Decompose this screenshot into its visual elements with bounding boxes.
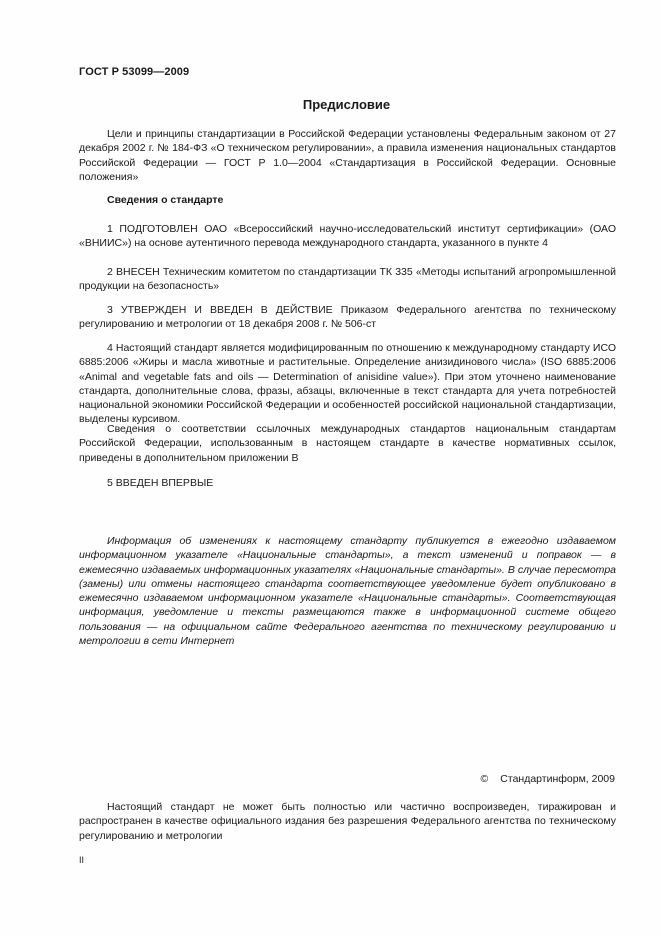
page-number: II — [79, 855, 85, 865]
info-notice-paragraph: Информация об изменениях к настоящему стандарту публикуется в ежегодно издаваемом информационном указателе «Национальные стандарты», а текст изменений и поправок — в ежемесячно издаваемых информационных указателях «Национальные стандарты». В случае пересмотра (замены) или отмены настоящего стандарта соответствующее уведомление будет опубликовано в ежемесячно издаваемом информационном указателе «Национальные стандарты». Соответствующая информация, уведомление и тексты размещаются также в информационной системе общего пользования — на официальном сайте Федерального агентства по техническому регулированию и метрологии в сети Интернет — [79, 535, 616, 648]
reproduction-notice-paragraph: Настоящий стандарт не может быть полностью или частично воспроизведен, тиражирован и распространен в качестве официального издания без разрешения Федерального агентства по техническому регулированию и метрологии — [79, 801, 616, 842]
item-1-paragraph: 1 ПОДГОТОВЛЕН ОАО «Всероссийский научно-исследовательский институт сертификации» (ОАО «ВНИИС») на основе аутентичного перевода международного стандарта, указанного в пункте 4 — [79, 223, 616, 250]
document-header: ГОСТ Р 53099—2009 — [79, 66, 190, 78]
copyright-symbol: © — [480, 773, 489, 785]
section-subheading: Сведения о стандарте — [107, 194, 224, 206]
item-2-paragraph: 2 ВНЕСЕН Техническим комитетом по стандартизации ТК 335 «Методы испытаний агропромышленной продукции на безопасность» — [79, 266, 616, 293]
copyright-line — [481, 773, 615, 785]
item-3-paragraph: 3 УТВЕРЖДЕН И ВВЕДЕН В ДЕЙСТВИЕ Приказом Федерального агентства по техническому регулированию и метрологии от 18 декабря 2008 г. № 506-ст — [79, 304, 616, 331]
copyright-text: Стандартинформ, 2009 — [500, 773, 615, 785]
page-title: Предисловие — [302, 97, 391, 112]
item-4-paragraph: 4 Настоящий стандарт является модифицированным по отношению к международному стандарту ИСО 6885:2006 «Жиры и масла животные и растительные. Определение анизидинового числа» (ISO 6885:2006 «Animal and vegetable fats and oils — Determination of anisidine value»). При этом уточнено наименование стандарта, дополнительные слова, фразы, абзацы, включенные в текст стандарта для учета потребностей национальной экономики Российской Федерации и особенностей российской национальной стандартизации, выделены курсивом. — [79, 342, 616, 426]
intro-paragraph: Цели и принципы стандартизации в Российской Федерации установлены Федеральным законом от 27 декабря 2002 г. № 184-ФЗ «О техническом регулировании», а правила изменения национальных стандартов Российской Федерации — ГОСТ Р 1.0—2004 «Стандартизация в Российской Федерации. Основные положения» — [79, 128, 616, 183]
item-5-paragraph: 5 ВВЕДЕН ВПЕРВЫЕ — [107, 477, 214, 489]
references-paragraph: Сведения о соответствии ссылочных международных стандартов национальным стандартам Российской Федерации, использованным в настоящем стандарте в качестве нормативных ссылок, приведены в дополнительном приложении В — [79, 423, 616, 464]
